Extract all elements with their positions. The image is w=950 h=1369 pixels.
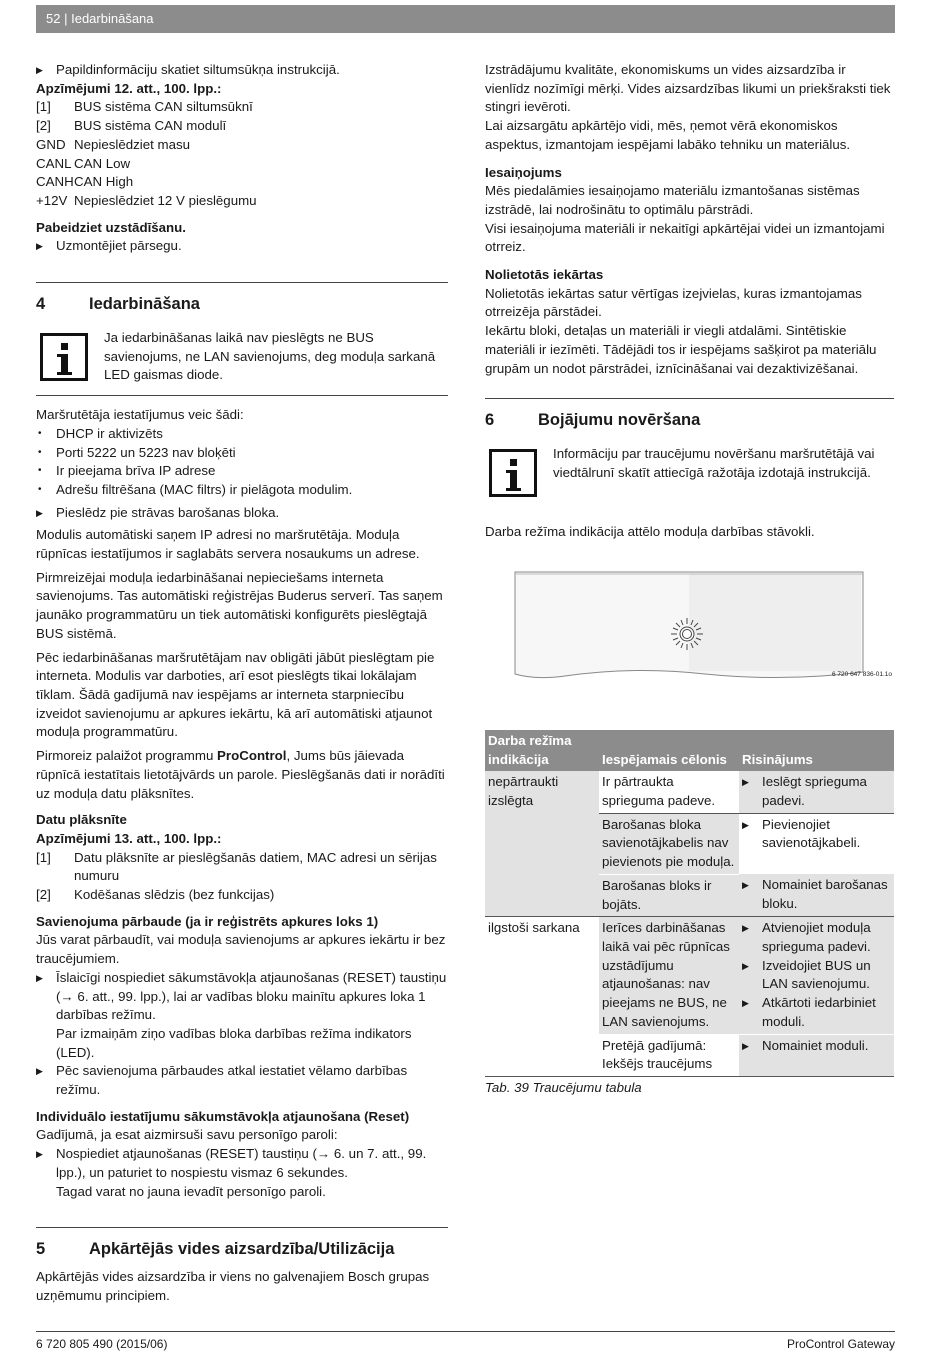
paragraph: Pirmreizējai moduļa iedarbināšanai nepieciešams interneta savienojums. Tas automātiski reģistrējas Buderus serverī. Tas saņem jaunāko programmatūru un tiek automātiski konfigurēts pieslēgtajā BUS sistēmā. <box>36 569 443 641</box>
paragraph: Mēs piedalāmies iesaiņojamo materiālu izmantošanas sistēmas izstrādē, lai nodrošinātu to optimālu pārstrādi. <box>485 183 860 217</box>
column-header: Iespējamais cēlonis <box>599 730 739 771</box>
info-icon <box>489 449 537 497</box>
section-4-heading <box>36 282 448 319</box>
footer-divider <box>36 1331 895 1332</box>
table-row <box>485 771 894 813</box>
paragraph: Lai aizsargātu apkārtējo vidi, mēs, ņemot vērā ekonomiskos aspektus, izmantojam iespējami labāko tehniku un materiālus. <box>485 118 851 152</box>
router-item: • Adrešu filtrēšana (MAC filtrs) ir pielāgota modulim. <box>36 481 448 500</box>
paragraph: Gadījumā, ja esat aizmirsuši savu personīgo paroli: <box>36 1127 338 1143</box>
cause-cell: Ierīces darbināšanas laikā vai pēc rūpnīcas uzstādījumu atjaunošanas: nav pieejams ne BUS, ne LAN savienojums. <box>599 917 739 1034</box>
footer-doc-number: 6 720 805 490 (2015/06) <box>36 1337 168 1351</box>
table-row <box>485 917 894 1034</box>
cause-cell: Barošanas bloka savienotājkabelis nav pievienots pie moduļa. <box>599 813 739 874</box>
reset-step: ▶ Nospiediet atjaunošanas (RESET) taustiņu (→ 6. un 7. att., 99. lpp.), un paturiet to nospiestu vismaz 6 sekundes. <box>36 1145 448 1182</box>
page-number: 52 <box>46 11 61 26</box>
check-step: ▶ Pēc savienojuma pārbaudes atkal iestatiet vēlamo darbības režīmu. <box>36 1062 448 1099</box>
header-title: Iedarbināšana <box>71 11 154 26</box>
mount-step: ▶ Uzmontējiet pārsegu. <box>36 237 448 256</box>
table-caption: Tab. 39 Traucējumu tabula <box>485 1079 642 1095</box>
paragraph: Apkārtējās vides aizsardzība ir viens no galvenajiem Bosch grupas uzņēmumu principiem. <box>36 1269 430 1303</box>
check-heading: Savienojuma pārbaude (ja ir reģistrēts apkures loks 1) <box>36 913 379 929</box>
section-title: Apkārtējās vides aizsardzība/Utilizācija <box>89 1240 395 1259</box>
mode-cell: ilgstoši sarkana <box>485 917 599 1077</box>
check-step-note: Par izmaiņām ziņo vadības bloka darbības režīma indikators (LED). <box>56 1025 412 1060</box>
page-header <box>36 5 895 33</box>
note-text: Informāciju par traucējumu novēršanu maršrutētājā vai viedtālrunī skatīt attiecīgā ražotāja izdotajā instrukcijā. <box>553 446 875 480</box>
paragraph: Darba režīma indikācija attēlo moduļa darbības stāvokli. <box>485 524 815 540</box>
section-6-heading <box>485 398 894 435</box>
column-header: Darba režīma indikācija <box>485 730 599 771</box>
left-column <box>36 61 448 1306</box>
fix-cell: ▶ Nomainiet moduli. <box>739 1034 894 1076</box>
cause-cell: Ir pārtraukta sprieguma padeve. <box>599 771 739 813</box>
fix-cell: ▶ Nomainiet barošanas bloku. <box>739 874 894 916</box>
legend-item: [1] Datu plāksnīte ar pieslēgšanās datiem, MAC adresi un sērijas numuru <box>36 849 437 884</box>
connect-step: ▶ Pieslēdz pie strāvas barošanas bloka. <box>36 504 448 523</box>
figure-code: 6 720 647 836-01.1o <box>832 670 892 678</box>
legend-item: [2] Kodēšanas slēdzis (bez funkcijas) <box>36 887 275 903</box>
footer-product: ProControl Gateway <box>786 1337 895 1351</box>
packaging-heading: Iesaiņojums <box>485 164 562 180</box>
legend-item: GND Nepieslēdziet masu <box>36 136 191 152</box>
fix-cell: ▶ Ieslēgt sprieguma padevi. <box>739 771 894 813</box>
fix-cell: ▶ Pievienojiet savienotājkabeli. <box>739 813 894 874</box>
reset-heading: Individuālo iestatījumu sākumstāvokļa atjaunošana (Reset) <box>36 1108 410 1124</box>
header-separator: | <box>64 11 68 26</box>
legend-list <box>36 98 448 210</box>
section-title: Iedarbināšana <box>89 295 200 314</box>
paragraph: Pēc iedarbināšanas maršrutētājam nav obligāti jābūt pieslēgtam pie interneta. Modulis var darboties, arī esot pieslēgts tikai lokālajam tīklam. Šādā gadījumā nav iespējams ar interneta starpniecību izveidot savienojumu ar apkures iekārtu, kā arī automātiski atjaunot moduļa programmatūru. <box>36 649 435 740</box>
paragraph: Modulis automātiski saņem IP adresi no maršrutētāja. Moduļa rūpnīcas iestatījumos ir saglabāts servera nosaukums un adrese. <box>36 527 420 562</box>
paragraph: Jūs varat pārbaudīt, vai moduļa savienojums ar apkures iekārtu ir bez traucējumiem. <box>36 932 446 967</box>
router-item: • Porti 5222 un 5223 nav bloķēti <box>36 444 448 463</box>
right-column <box>485 61 894 1098</box>
legend-item: +12V Nepieslēdziet 12 V pieslēgumu <box>36 192 257 208</box>
paragraph: Visi iesaiņojuma materiāli ir nekaitīgi apkārtējai videi un izmantojami otrreiz. <box>485 220 885 255</box>
section-5-heading <box>36 1227 448 1264</box>
legend-heading: Apzīmējumi 12. att., 100. lpp.: <box>36 80 222 96</box>
legend-item: CANH CAN High <box>36 174 134 190</box>
section-title: Bojājumu novēršana <box>538 411 701 430</box>
info-note <box>485 435 894 507</box>
mode-cell: nepārtraukti izslēgta <box>485 771 599 916</box>
fix-cell: ▶ Atvienojiet moduļa sprieguma padevi. ▶ Izveidojiet BUS un LAN savienojumu. ▶ Atkārtoti iedarbiniet moduli. <box>739 917 894 1034</box>
fault-table-wrap <box>485 730 894 1098</box>
legend-item: [2] BUS sistēma CAN modulī <box>36 118 227 134</box>
finish-heading: Pabeidziet uzstādīšanu. <box>36 219 186 235</box>
check-step: ▶ Īslaicīgi nospiediet sākumstāvokļa atjaunošanas (RESET) taustiņu (→ 6. att., 99. lpp.), lai ar vadības bloku mainītu apkures loka 1 darbības režīmu. <box>36 969 448 1025</box>
paragraph: Pirmoreiz palaižot programmu ProControl, Jums būs jāievada rūpnīcā iestatītais lietotājvārds un parole. Pieslēgšanās dati ir norādīti uz moduļa datu plāksnītes. <box>36 748 445 801</box>
old-devices-heading: Nolietotās iekārtas <box>485 267 604 283</box>
info-icon <box>40 333 88 381</box>
section-number: 5 <box>36 1240 46 1259</box>
legend-item: CANL CAN Low <box>36 155 131 171</box>
cause-cell: Barošanas bloks ir bojāts. <box>599 874 739 916</box>
module-led-figure <box>485 564 894 694</box>
paragraph: Nolietotās iekārtas satur vērtīgas izejvielas, kuras izmantojamas otrreizēja pārstādei. <box>485 285 862 320</box>
plate-legend-heading: Apzīmējumi 13. att., 100. lpp.: <box>36 830 222 846</box>
paragraph: Iekārtu bloki, detaļas un materiāli ir viegli atdalāmi. Sintētiskie materiāli ir iezīmēti. Tādējādi tos ir iespējams sašķirot pa materiālu grupām un nodot pārstrādei, iznīcināšanai vai dezaktivizēšanai. <box>485 323 877 376</box>
column-header: Risinājums <box>739 730 894 771</box>
info-note <box>36 319 448 396</box>
router-intro: Maršrutētāja iestatījumus veic šādi: <box>36 407 244 423</box>
router-item: • DHCP ir aktivizēts <box>36 425 448 444</box>
reset-step-note: Tagad varat no jauna ievadīt personīgo paroli. <box>56 1183 326 1199</box>
info-line: ▶ Papildinformāciju skatiet siltumsūkņa instrukcijā. <box>36 61 448 80</box>
cause-cell: Pretējā gadījumā: Iekšējs traucējums <box>599 1034 739 1076</box>
legend-item: [1] BUS sistēma CAN siltumsūknī <box>36 99 253 115</box>
fault-table <box>485 730 894 1077</box>
note-text: Ja iedarbināšanas laikā nav pieslēgts ne BUS savienojums, ne LAN savienojums, deg moduļa sarkanā LED gaismas diode. <box>104 330 436 383</box>
product-name: ProControl <box>217 748 287 764</box>
router-item: • Ir pieejama brīva IP adrese <box>36 462 448 481</box>
plate-heading: Datu plāksnīte <box>36 812 127 828</box>
section-number: 4 <box>36 295 46 314</box>
paragraph: Izstrādājumu kvalitāte, ekonomiskums un vides aizsardzība ir vienlīdz nozīmīgi mērķi. Vides aizsardzības likumi un priekšraksti tiek stingri ievēroti. <box>485 62 891 115</box>
section-number: 6 <box>485 411 495 430</box>
